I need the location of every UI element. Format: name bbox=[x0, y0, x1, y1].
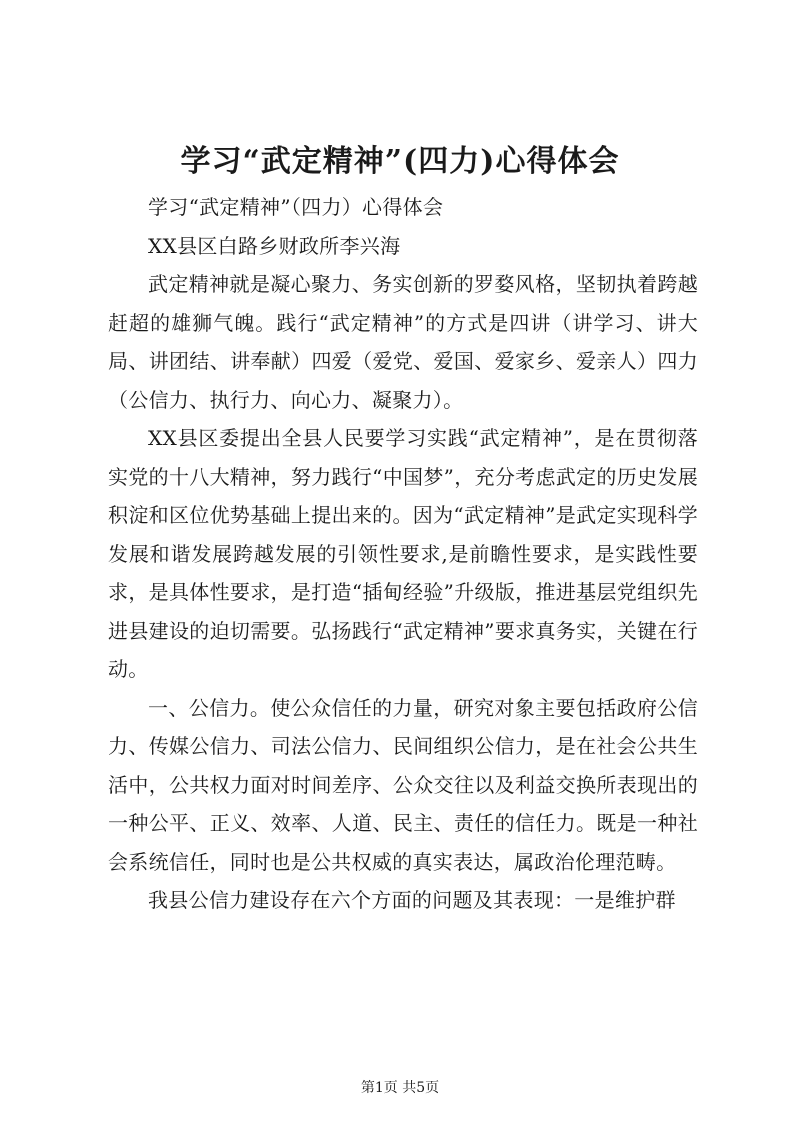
body-paragraph: XX县区委提出全县人民要学习实践“武定精神”，是在贯彻落实党的十八大精神，努力践行“中国梦”，充分考虑武定的历史发展积淀和区位优势基础上提出来的。因为“武定精神”是武定实现科学发展和谐发展跨越发展的引领性要求,是前瞻性要求，是实践性要求，是具体性要求，是打造“插甸经验”升级版，推进基层党组织先进县建设的迫切需要。弘扬践行“武定精神”要求真务实，关键在行动。 bbox=[108, 426, 698, 681]
author-paragraph: XX县区白路乡财政所李兴海 bbox=[148, 233, 401, 258]
document-body bbox=[108, 188, 698, 920]
body-paragraph: 一、公信力。使公众信任的力量，研究对象主要包括政府公信力、传媒公信力、司法公信力、民间组织公信力，是在社会公共生活中，公共权力面对时间差序、公众交往以及利益交换所表现出的一种公平、正义、效率、人道、民主、责任的信任力。既是一种社会系统信任，同时也是公共权威的真实表达，属政治伦理范畴。 bbox=[108, 695, 698, 874]
page-number-footer: 第1页 共5页 bbox=[360, 1080, 440, 1096]
page-title: 学习“武定精神”(四力)心得体会 bbox=[180, 144, 620, 179]
body-paragraph: 武定精神就是凝心聚力、务实创新的罗婺风格，坚韧执着跨越赶超的雄狮气魄。践行“武定精神”的方式是四讲（讲学习、讲大局、讲团结、讲奉献）四爱（爱党、爱国、爱家乡、爱亲人）四力（公信力、执行力、向心力、凝聚力）。 bbox=[108, 272, 698, 412]
body-paragraph: 我县公信力建设存在六个方面的问题及其表现：一是维护群 bbox=[148, 888, 676, 912]
subtitle-paragraph: 学习“武定精神”（四力）心得体会 bbox=[148, 195, 444, 219]
